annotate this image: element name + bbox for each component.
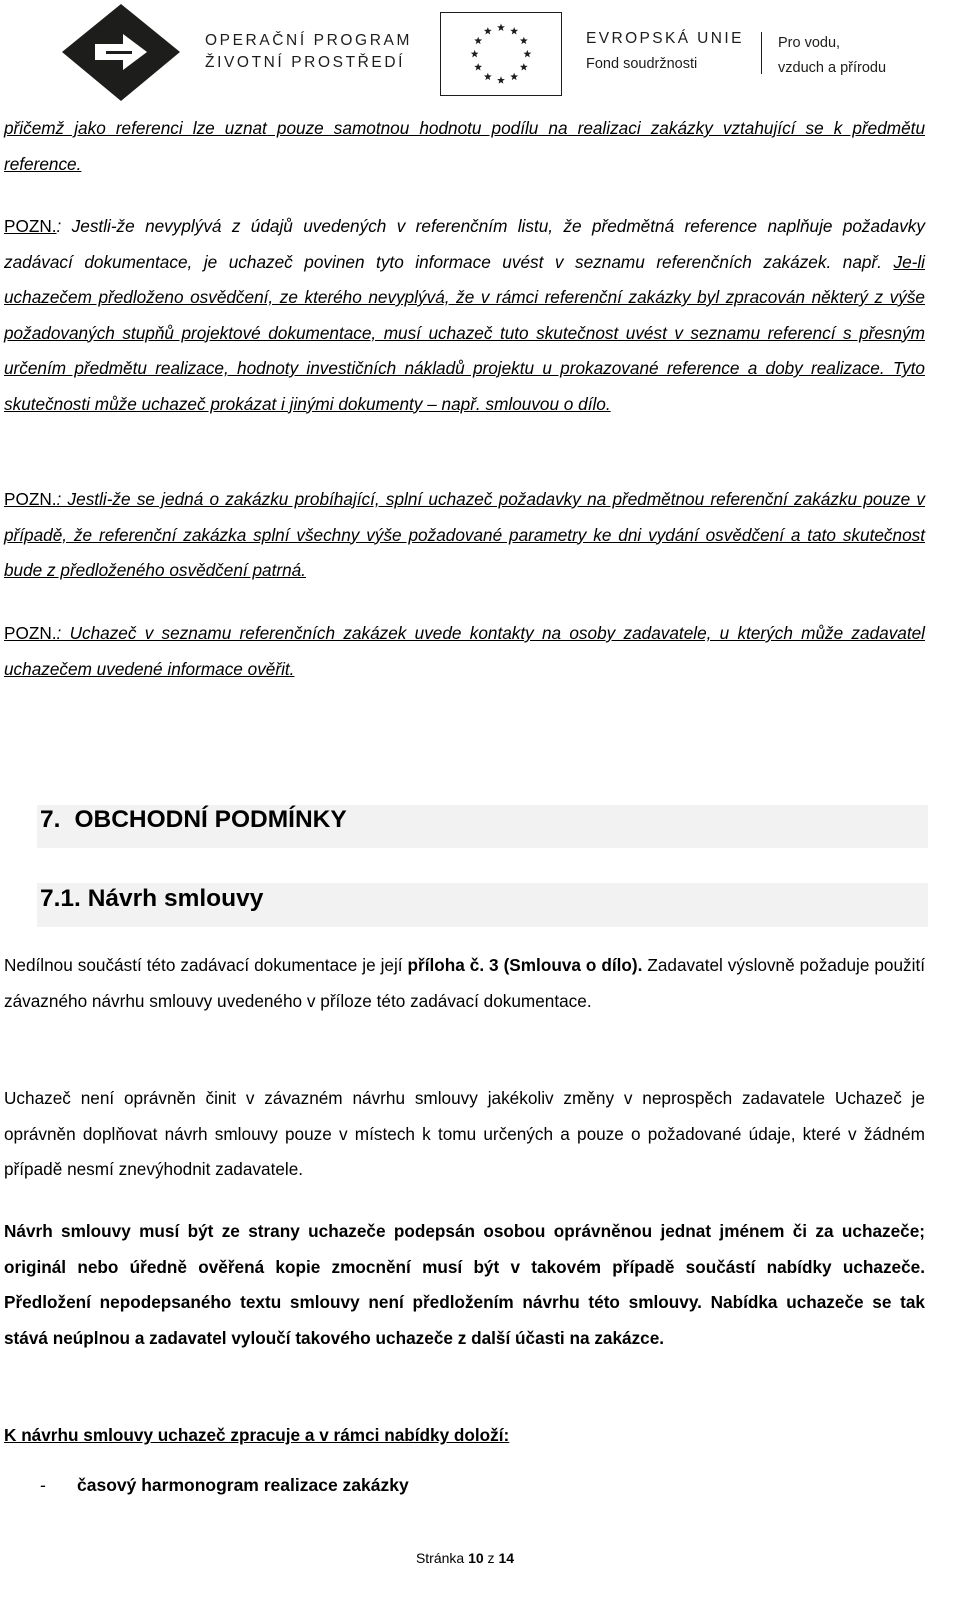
header-slogan	[778, 31, 886, 81]
slogan-line1: Pro vodu,	[778, 35, 841, 51]
eu-star-icon	[510, 73, 518, 80]
note-reference-list	[4, 209, 925, 422]
eu-star-icon	[497, 24, 505, 31]
section-heading	[40, 805, 347, 835]
subsection-heading	[40, 884, 263, 914]
eu-star-icon	[484, 27, 492, 34]
eu-star-icon	[474, 37, 482, 44]
page-total: 14	[498, 1550, 515, 1566]
subsection-number: 7.1.	[40, 885, 81, 912]
slogan-line2: vzduch a přírodu	[778, 60, 887, 76]
eu-star-icon	[520, 37, 528, 44]
note-text: : Jestli-že nevyplývá z údajů uvedených v referenčním listu, že předmětná reference naplňuje požadavky zadávací dokumentace, je uchazeč povinen tyto informace uvést v seznamu referenčních zakázek. např.	[4, 216, 925, 272]
page-footer	[0, 1548, 930, 1568]
eu-star-icon	[523, 50, 531, 57]
page-separator: z	[483, 1550, 499, 1566]
eu-star-icon	[471, 50, 479, 57]
paragraph-annex	[4, 948, 925, 1019]
page-number: 10	[468, 1550, 484, 1566]
note-text: : Jestli-že se jedná o zakázku probíhající, splní uchazeč požadavky na předmětnou referenční zakázku pouze v případě, že referenční zakázka splní všechny výše požadované parametry ke dni vydání osvědčení a tato skutečnost bude z předloženého osvědčení patrná.	[4, 489, 925, 580]
header-divider	[761, 32, 762, 74]
eu-flag-icon	[440, 12, 562, 96]
list-item-text: časový harmonogram realizace zakázky	[77, 1475, 409, 1495]
eu-star-icon	[520, 63, 528, 70]
page-label: Stránka	[415, 1550, 469, 1566]
paragraph-signature	[4, 1214, 925, 1356]
note-label: POZN.	[4, 489, 57, 509]
section-title: OBCHODNÍ PODMÍNKY	[74, 806, 347, 833]
paragraph-text: přičemž jako referenci lze uznat pouze samotnou hodnotu podílu na realizaci zakázky vztahující se k předmětu reference.	[4, 118, 925, 174]
note-label: POZN.	[4, 216, 57, 236]
eu-star-icon	[497, 76, 505, 83]
paragraph-text: K návrhu smlouvy uchazeč zpracuje a v rámci nabídky doloží:	[4, 1425, 510, 1445]
eu-star-icon	[510, 27, 518, 34]
note-underlined-text: Je-li uchazečem předloženo osvědčení, ze kterého nevyplývá, že v rámci referenční zakázky byl zpracován některý z výše požadovaných stupňů projektové dokumentace, musí uchazeč tuto skutečnost uvést v seznamu referencí s přesným určením předmětu realizace, hodnoty investičních nákladů projektu u prokazované reference a doby realizace. Tyto skutečnosti může uchazeč prokázat i jinými dokumenty – např. smlouvou o dílo.	[4, 251, 925, 414]
opzp-line2: ŽIVOTNÍ PROSTŘEDÍ	[205, 54, 406, 71]
note-contacts	[4, 616, 925, 687]
paragraph-attachments-heading	[4, 1418, 925, 1454]
section-number: 7.	[40, 806, 61, 833]
list-item	[40, 1470, 409, 1500]
paragraph-reference-value	[4, 111, 925, 182]
note-ongoing-contract	[4, 482, 925, 589]
opzp-line1: OPERAČNÍ PROGRAM	[205, 32, 412, 49]
opzp-logo	[62, 4, 180, 101]
page-header	[0, 0, 960, 105]
note-label: POZN.	[4, 623, 57, 643]
eu-title: EVROPSKÁ UNIE	[586, 30, 744, 47]
paragraph-text: Nedílnou součástí této zadávací dokumentace je její	[4, 955, 408, 975]
note-text: : Uchazeč v seznamu referenčních zakázek uvede kontakty na osoby zadavatele, u kterých může zadavatel uchazečem uvedené informace ověřit.	[4, 623, 925, 679]
paragraph-text: Uchazeč není oprávněn činit v závazném návrhu smlouvy jakékoliv změny v neprospěch zadavatele Uchazeč je oprávněn doplňovat návrh smlouvy pouze v místech k tomu určených a pouze o požadované údaje, které v žádném případě nesmí znevýhodnit zadavatele.	[4, 1088, 925, 1179]
eu-fund-name: Fond soudržnosti	[586, 56, 698, 72]
paragraph-text: Zadavatel výslovně požaduje použití závazného návrhu smlouvy uvedeného v příloze této zadávací dokumentace.	[4, 955, 925, 1011]
paragraph-changes	[4, 1081, 925, 1188]
paragraph-text: Návrh smlouvy musí být ze strany uchazeče podepsán osobou oprávněnou jednat jménem či za uchazeče; originál nebo úředně ověřená kopie zmocnění musí být v takovém případě součástí nabídky uchazeče. Předložení nepodepsaného textu smlouvy není předložením návrhu této smlouvy. Nabídka uchazeče se tak stává neúplnou a zadavatel vyloučí takového uchazeče z další účasti na zakázce.	[4, 1221, 925, 1348]
eu-star-icon	[484, 73, 492, 80]
eu-star-icon	[474, 63, 482, 70]
annex-reference: příloha č. 3 (Smlouva o dílo).	[407, 955, 643, 975]
opzp-logo-text	[205, 30, 412, 74]
list-bullet: -	[40, 1475, 46, 1495]
subsection-title: Návrh smlouvy	[87, 885, 264, 912]
